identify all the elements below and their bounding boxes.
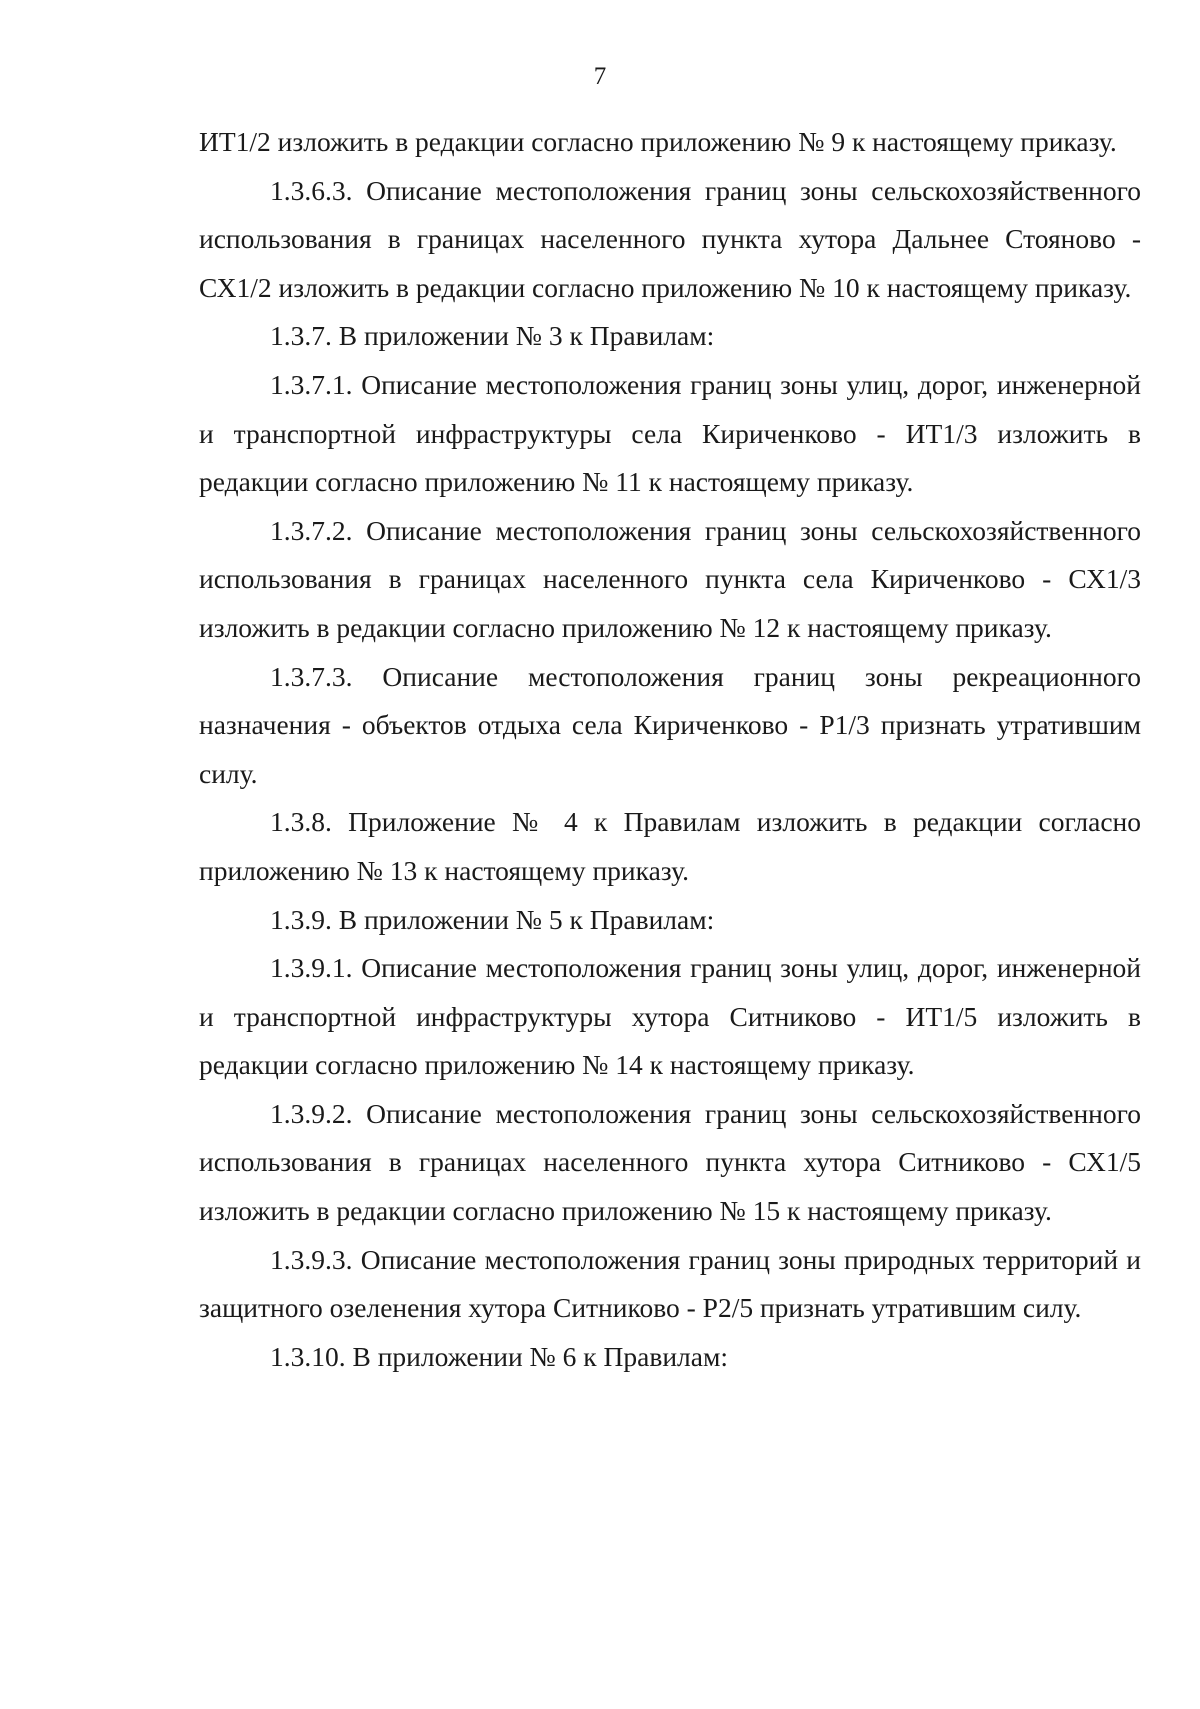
document-body (199, 118, 1141, 1381)
paragraph-1-3-9: 1.3.9. В приложении № 5 к Правилам: (270, 903, 715, 935)
page-number: 7 (593, 63, 607, 90)
paragraph-1-3-7: 1.3.7. В приложении № 3 к Правилам: (270, 320, 715, 352)
paragraph-continuation: ИТ1/2 изложить в редакции согласно приложению № 9 к настоящему приказу. (199, 126, 1117, 157)
paragraph-1-3-7-3: 1.3.7.3. Описание местоположения границ зоны рекреационного назначения - объектов отдыха села Кириченково - Р1/3 признать утратившим силу. (199, 660, 1141, 789)
paragraph-1-3-9-3: 1.3.9.3. Описание местоположения границ зоны природных территорий и защитного озеленения хутора Ситниково - Р2/5 признать утратившим силу. (199, 1243, 1141, 1324)
paragraph-1-3-6-3: 1.3.6.3. Описание местоположения границ зоны сельскохозяйственного использования в границах населенного пункта хутора Дальнее Стояново - СХ1/2 изложить в редакции согласно приложению № 10 к настоящему приказу. (199, 174, 1141, 303)
paragraph-1-3-8: 1.3.8. Приложение № 4 к Правилам изложить в редакции согласно приложению № 13 к настоящему приказу. (199, 806, 1141, 886)
paragraph-1-3-7-1: 1.3.7.1. Описание местоположения границ зоны улиц, дорог, инженерной и транспортной инфраструктуры села Кириченково - ИТ1/3 изложить в редакции согласно приложению № 11 к настоящему приказу. (199, 368, 1141, 498)
paragraph-1-3-10: 1.3.10. В приложении № 6 к Правилам: (270, 1340, 729, 1372)
paragraph-1-3-9-1: 1.3.9.1. Описание местоположения границ зоны улиц, дорог, инженерной и транспортной инфраструктуры хутора Ситниково - ИТ1/5 изложить в редакции согласно приложению № 14 к настоящему приказу. (199, 952, 1141, 1081)
paragraph-1-3-9-2: 1.3.9.2. Описание местоположения границ зоны сельскохозяйственного использования в границах населенного пункта хутора Ситниково - СХ1/5 изложить в редакции согласно приложению № 15 к настоящему приказу. (199, 1097, 1141, 1227)
paragraph-1-3-7-2: 1.3.7.2. Описание местоположения границ зоны сельскохозяйственного использования в границах населенного пункта села Кириченково - СХ1/3 изложить в редакции согласно приложению № 12 к настоящему приказу. (199, 514, 1141, 643)
